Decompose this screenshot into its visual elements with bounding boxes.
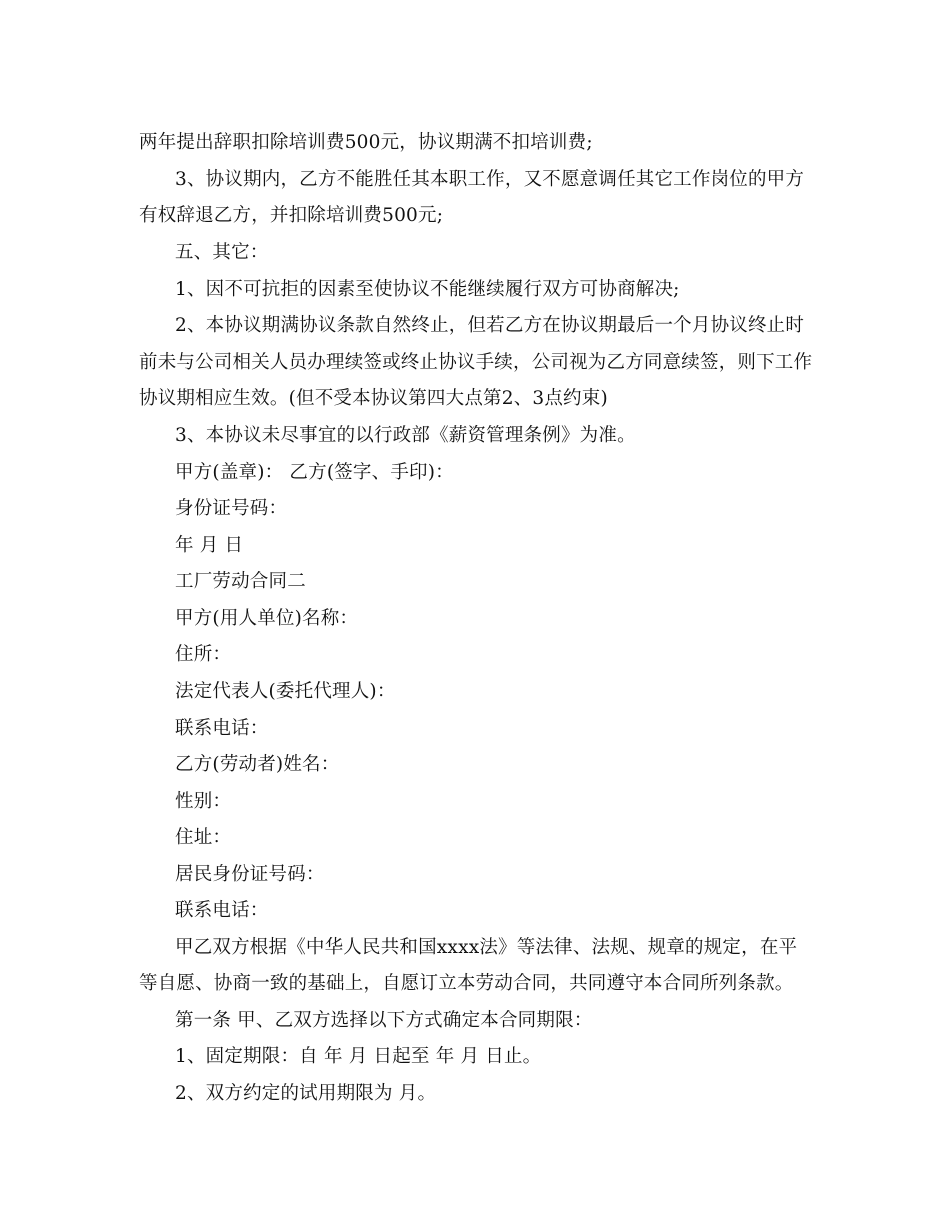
- field-label: 联系电话：: [175, 718, 269, 739]
- text-line: 有权辞退乙方，并扣除培训费500元;: [139, 205, 444, 226]
- field-label: 性别：: [175, 791, 232, 812]
- text-line: 两年提出辞职扣除培训费500元，协议期满不扣培训费;: [139, 132, 593, 153]
- text-line: 1、因不可抗拒的因素至使协议不能继续履行双方可协商解决;: [175, 279, 680, 300]
- field-label: 居民身份证号码：: [175, 864, 325, 885]
- date-line: 年 月 日: [175, 535, 244, 556]
- text-line: 2、双方约定的试用期限为 月。: [175, 1083, 437, 1104]
- field-label: 法定代表人(委托代理人)：: [175, 681, 396, 702]
- text-line: 协议期相应生效。(但不受本协议第四大点第2、3点约束): [139, 388, 608, 409]
- section-heading: 五、其它：: [175, 242, 269, 263]
- text-line: 3、协议期内，乙方不能胜任其本职工作，又不愿意调任其它工作岗位的甲方: [175, 169, 805, 190]
- field-label: 联系电话：: [175, 900, 269, 921]
- text-line: 3、本协议未尽事宜的以行政部《薪资管理条例》为准。: [175, 425, 636, 446]
- field-label: 乙方(劳动者)姓名：: [175, 754, 340, 775]
- text-line: 2、本协议期满协议条款自然终止，但若乙方在协议期最后一个月协议终止时: [175, 315, 805, 336]
- text-line: 前未与公司相关人员办理续签或终止协议手续，公司视为乙方同意续签，则下工作: [139, 352, 813, 373]
- signature-line: 甲方(盖章)： 乙方(签字、手印)：: [175, 462, 454, 483]
- field-label: 甲方(用人单位)名称：: [175, 608, 359, 629]
- text-line: 甲乙双方根据《中华人民共和国xxxx法》等法律、法规、规章的规定，在平: [175, 937, 798, 958]
- contract-title: 工厂劳动合同二: [175, 571, 306, 592]
- text-line: 等自愿、协商一致的基础上，自愿订立本劳动合同，共同遵守本合同所列条款。: [139, 973, 794, 994]
- article-heading: 第一条 甲、乙双方选择以下方式确定本合同期限：: [175, 1010, 593, 1031]
- id-number-line: 身份证号码：: [175, 498, 288, 519]
- field-label: 住所：: [175, 644, 232, 665]
- text-line: 1、固定期限：自 年 月 日起至 年 月 日止。: [175, 1046, 542, 1067]
- field-label: 住址：: [175, 827, 232, 848]
